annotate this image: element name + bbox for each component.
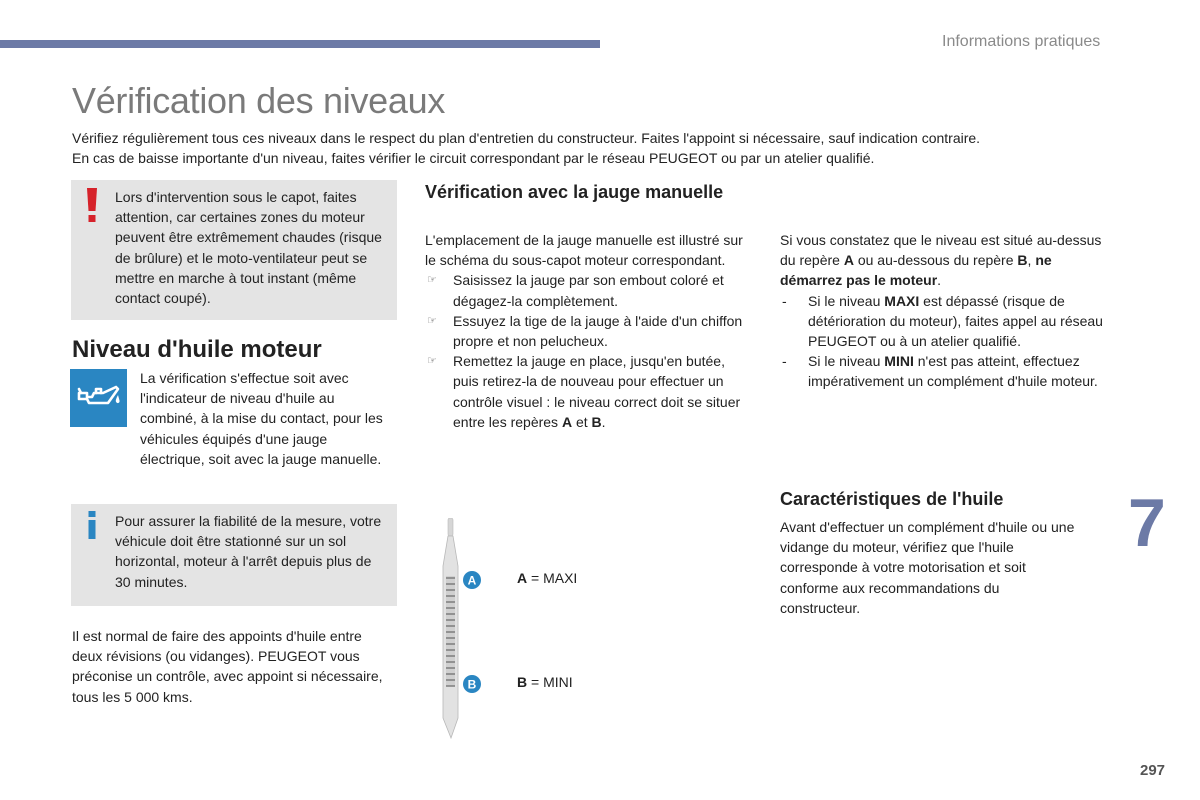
warning-box: [71, 180, 397, 320]
dipstick-check-text: [425, 230, 745, 432]
dipstick-steps: [425, 270, 745, 432]
level-warning-paragraph: Si vous constatez que le niveau est situé au-dessus du repère A ou au-dessous du repère B, ne démarrez pas le moteur.: [780, 232, 1102, 289]
label-maxi: A = MAXI: [517, 570, 578, 586]
intro-line-1: Vérifiez régulièrement tous ces niveaux dans le respect du plan d'entretien du constructeur. Faites l'appoint si nécessaire, sauf indication contraire.: [72, 130, 981, 146]
oil-specs-heading: Caractéristiques de l'huile: [780, 489, 1004, 509]
list-item: ☞ Essuyez la tige de la jauge à l'aide d'un chiffon propre et non pelucheux.: [427, 312, 743, 350]
dipstick-check-heading: Vérification avec la jauge manuelle: [425, 182, 724, 202]
page-title: Vérification des niveaux: [72, 80, 446, 121]
info-box: [71, 504, 397, 606]
info-text: Pour assurer la fiabilité de la mesure, votre véhicule doit être stationné sur un sol horizontal, moteur à l'arrêt depuis plus de 30 minutes.: [115, 513, 382, 590]
label-mini: B = MINI: [517, 674, 573, 690]
list-item: - Si le niveau MINI n'est pas atteint, effectuez impérativement un complément d'huile moteur.: [782, 353, 1098, 390]
list-item: - Si le niveau MAXI est dépassé (risque de détérioration du moteur), faites appel au réseau PEUGEOT ou à un atelier qualifié.: [782, 292, 1103, 350]
intro-line-2: En cas de baisse importante d'un niveau, faites vérifier le circuit correspondant par le réseau PEUGEOT ou par un atelier qualifié.: [72, 150, 875, 166]
list-item: ☞ Remettez la jauge en place, jusqu'en butée, puis retirez-la de nouveau pour effectuer un contrôle visuel : le niveau correct doit se situer entre les repères A et B.: [427, 353, 741, 430]
dipstick-illustration: [438, 518, 488, 740]
warning-text: Lors d'intervention sous le capot, faites attention, car certaines zones du moteur peuvent être extrêmement chaudes (risque de brûlure) et le moto-ventilateur peut se mettre en marche à tout instant (même contact coupé).: [115, 189, 382, 307]
oil-specs-text: Avant d'effectuer un complément d'huile ou une vidange du moteur, vérifiez que l'huile corresponde à votre motorisation et soit conforme aux recommandations du constructeur.: [780, 519, 1075, 616]
oil-section-heading: Niveau d'huile moteur: [72, 336, 322, 363]
oil-can-icon: [70, 369, 127, 427]
intro-text: [72, 128, 1172, 168]
hand-pointer-icon: ☞: [427, 314, 437, 327]
dipstick-intro: L'emplacement de la jauge manuelle est illustré sur le schéma du sous-capot moteur correspondant.: [425, 232, 743, 269]
hand-pointer-icon: ☞: [427, 274, 437, 287]
exclamation-icon: [85, 188, 99, 224]
chapter-number: 7: [1128, 485, 1166, 561]
level-warning-text: [780, 230, 1110, 392]
section-label: Informations pratiques: [942, 33, 1101, 50]
info-icon: [86, 511, 98, 539]
list-item: ☞ Saisissez la jauge par son embout coloré et dégagez-la complètement.: [427, 272, 724, 309]
oil-refill-note: Il est normal de faire des appoints d'huile entre deux révisions (ou vidanges). PEUGEOT vous préconise un contrôle, avec appoint si nécessaire, tous les 5 000 kms.: [72, 628, 383, 705]
level-warning-list: [780, 291, 1110, 392]
marker-a-letter: A: [467, 573, 477, 588]
hand-pointer-icon: ☞: [427, 355, 437, 368]
page-number: 297: [1140, 762, 1166, 779]
marker-b-letter: B: [467, 677, 477, 692]
oil-section-text: La vérification s'effectue soit avec l'indicateur de niveau d'huile au combiné, à la mise du contact, pour les véhicules équipés d'une jauge électrique, soit avec la jauge manuelle.: [140, 370, 383, 467]
header-accent-bar: [0, 40, 600, 48]
